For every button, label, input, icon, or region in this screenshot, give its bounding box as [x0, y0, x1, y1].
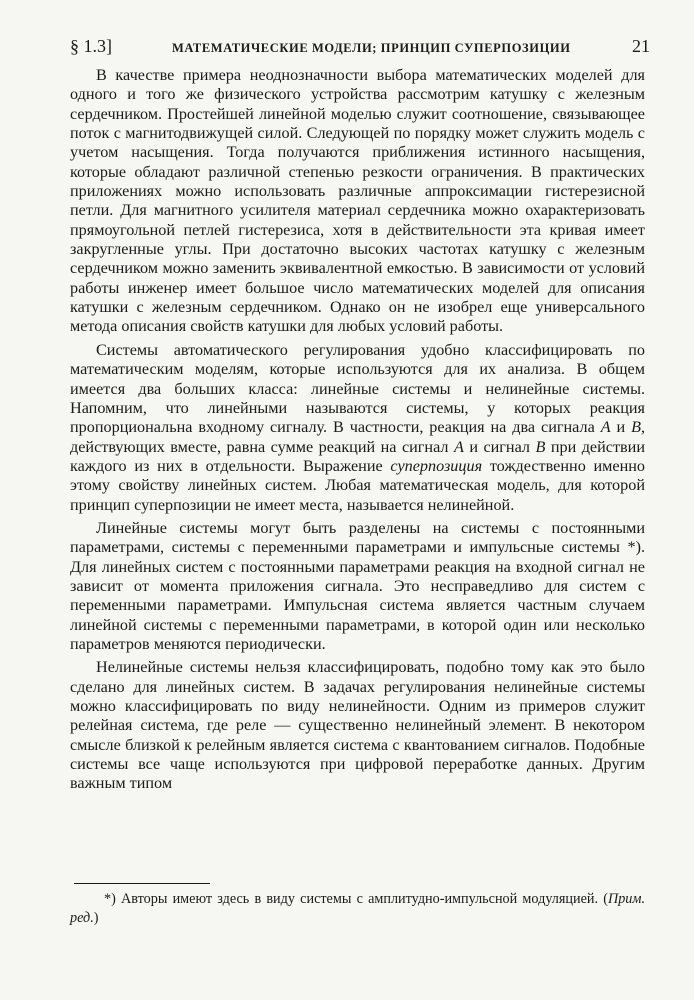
- footnote: *) Авторы имеют здесь в виду системы с амплитудно-импульсной модуляцией. (Прим. ред.): [70, 891, 645, 926]
- running-header: [70, 36, 654, 60]
- paragraph-2: Системы автоматического регулирования удобно классифицировать по математическим моделям, которые используются для их анализа. В общем имеется два больших класса: линейные системы и нелинейные системы. Напомним, что линейными называются системы, у которых реакция пропорциональна входному сигналу. В частности, реакция на два сигнала A и B, действующих вместе, равна сумме реакций на сигнал A и сигнал B при действии каждого из них в отдельности. Выражение суперпозиция тождественно именно этому свойству линейных систем. Любая математическая модель, для которой принцип суперпозиции не имеет места, называется нелинейной.: [70, 340, 646, 514]
- page-number: 21: [632, 36, 650, 56]
- variable-b: B: [535, 437, 546, 456]
- variable-b: B: [631, 418, 641, 437]
- paragraph-1: В качестве примера неоднозначности выбора математических моделей для одного и того же физического устройства рассмотрим катушку с железным сердечником. Простейшей линейной моделью служит соотношение, связывающее поток с магнитодвижущей силой. Следующей по порядку может служить модель с учетом насыщения. Тогда получаются приближения истинного насыщения, которые обладают различной степенью резкости ограничения. В практических приложениях можно использовать различные аппроксимации гистерезисной петли. Для магнитного усилителя материал сердечника можно охарактеризовать прямоугольной петлей гистерезиса, хотя в действительности эта кривая имеет закругленные углы. При достаточно высоких частотах катушку с железным сердечником можно заменить эквивалентной емкостью. В зависимости от условий работы инженер имеет большое число математических моделей для описания катушки с железным сердечником. Однако он не изобрел еще универсального метода описания свойств катушки для любых условий работы.: [70, 66, 645, 336]
- main-text: [70, 66, 645, 794]
- footnote-divider: [74, 883, 210, 884]
- paragraph-4: Нелинейные системы нельзя классифицировать, подобно тому как это было сделано для линейных систем. В задачах регулирования нелинейные системы можно классифицировать по виду нелинейности. Одним из примеров служит релейная система, где реле — существенно нелинейный элемент. В некотором смысле близкой к релейным является система с квантованием сигналов. Подобные системы все чаще используются при цифровой переработке данных. Другим важным типом: [70, 658, 645, 793]
- variable-a: A: [600, 418, 611, 437]
- variable-a: A: [453, 437, 464, 456]
- emphasized-term: суперпозиция: [390, 456, 483, 475]
- footnote-mark: *): [104, 891, 116, 907]
- section-ref: § 1.3]: [70, 36, 112, 56]
- editor-note: Прим. ред.: [70, 891, 645, 926]
- paragraph-3: Линейные системы могут быть разделены на системы с постоянными параметрами, системы с переменными параметрами и импульсные системы *). Для линейных систем с постоянными параметрами реакция на входной сигнал не зависит от момента приложения сигнала. Это несправедливо для систем с переменными параметрами. Импульсная система является частным случаем линейной системы с переменными параметрами, в которой один или несколько параметров меняются периодически.: [70, 518, 645, 653]
- running-title: МАТЕМАТИЧЕСКИЕ МОДЕЛИ; ПРИНЦИП СУПЕРПОЗИЦИИ: [172, 41, 571, 55]
- footnote-reference: *): [627, 538, 641, 557]
